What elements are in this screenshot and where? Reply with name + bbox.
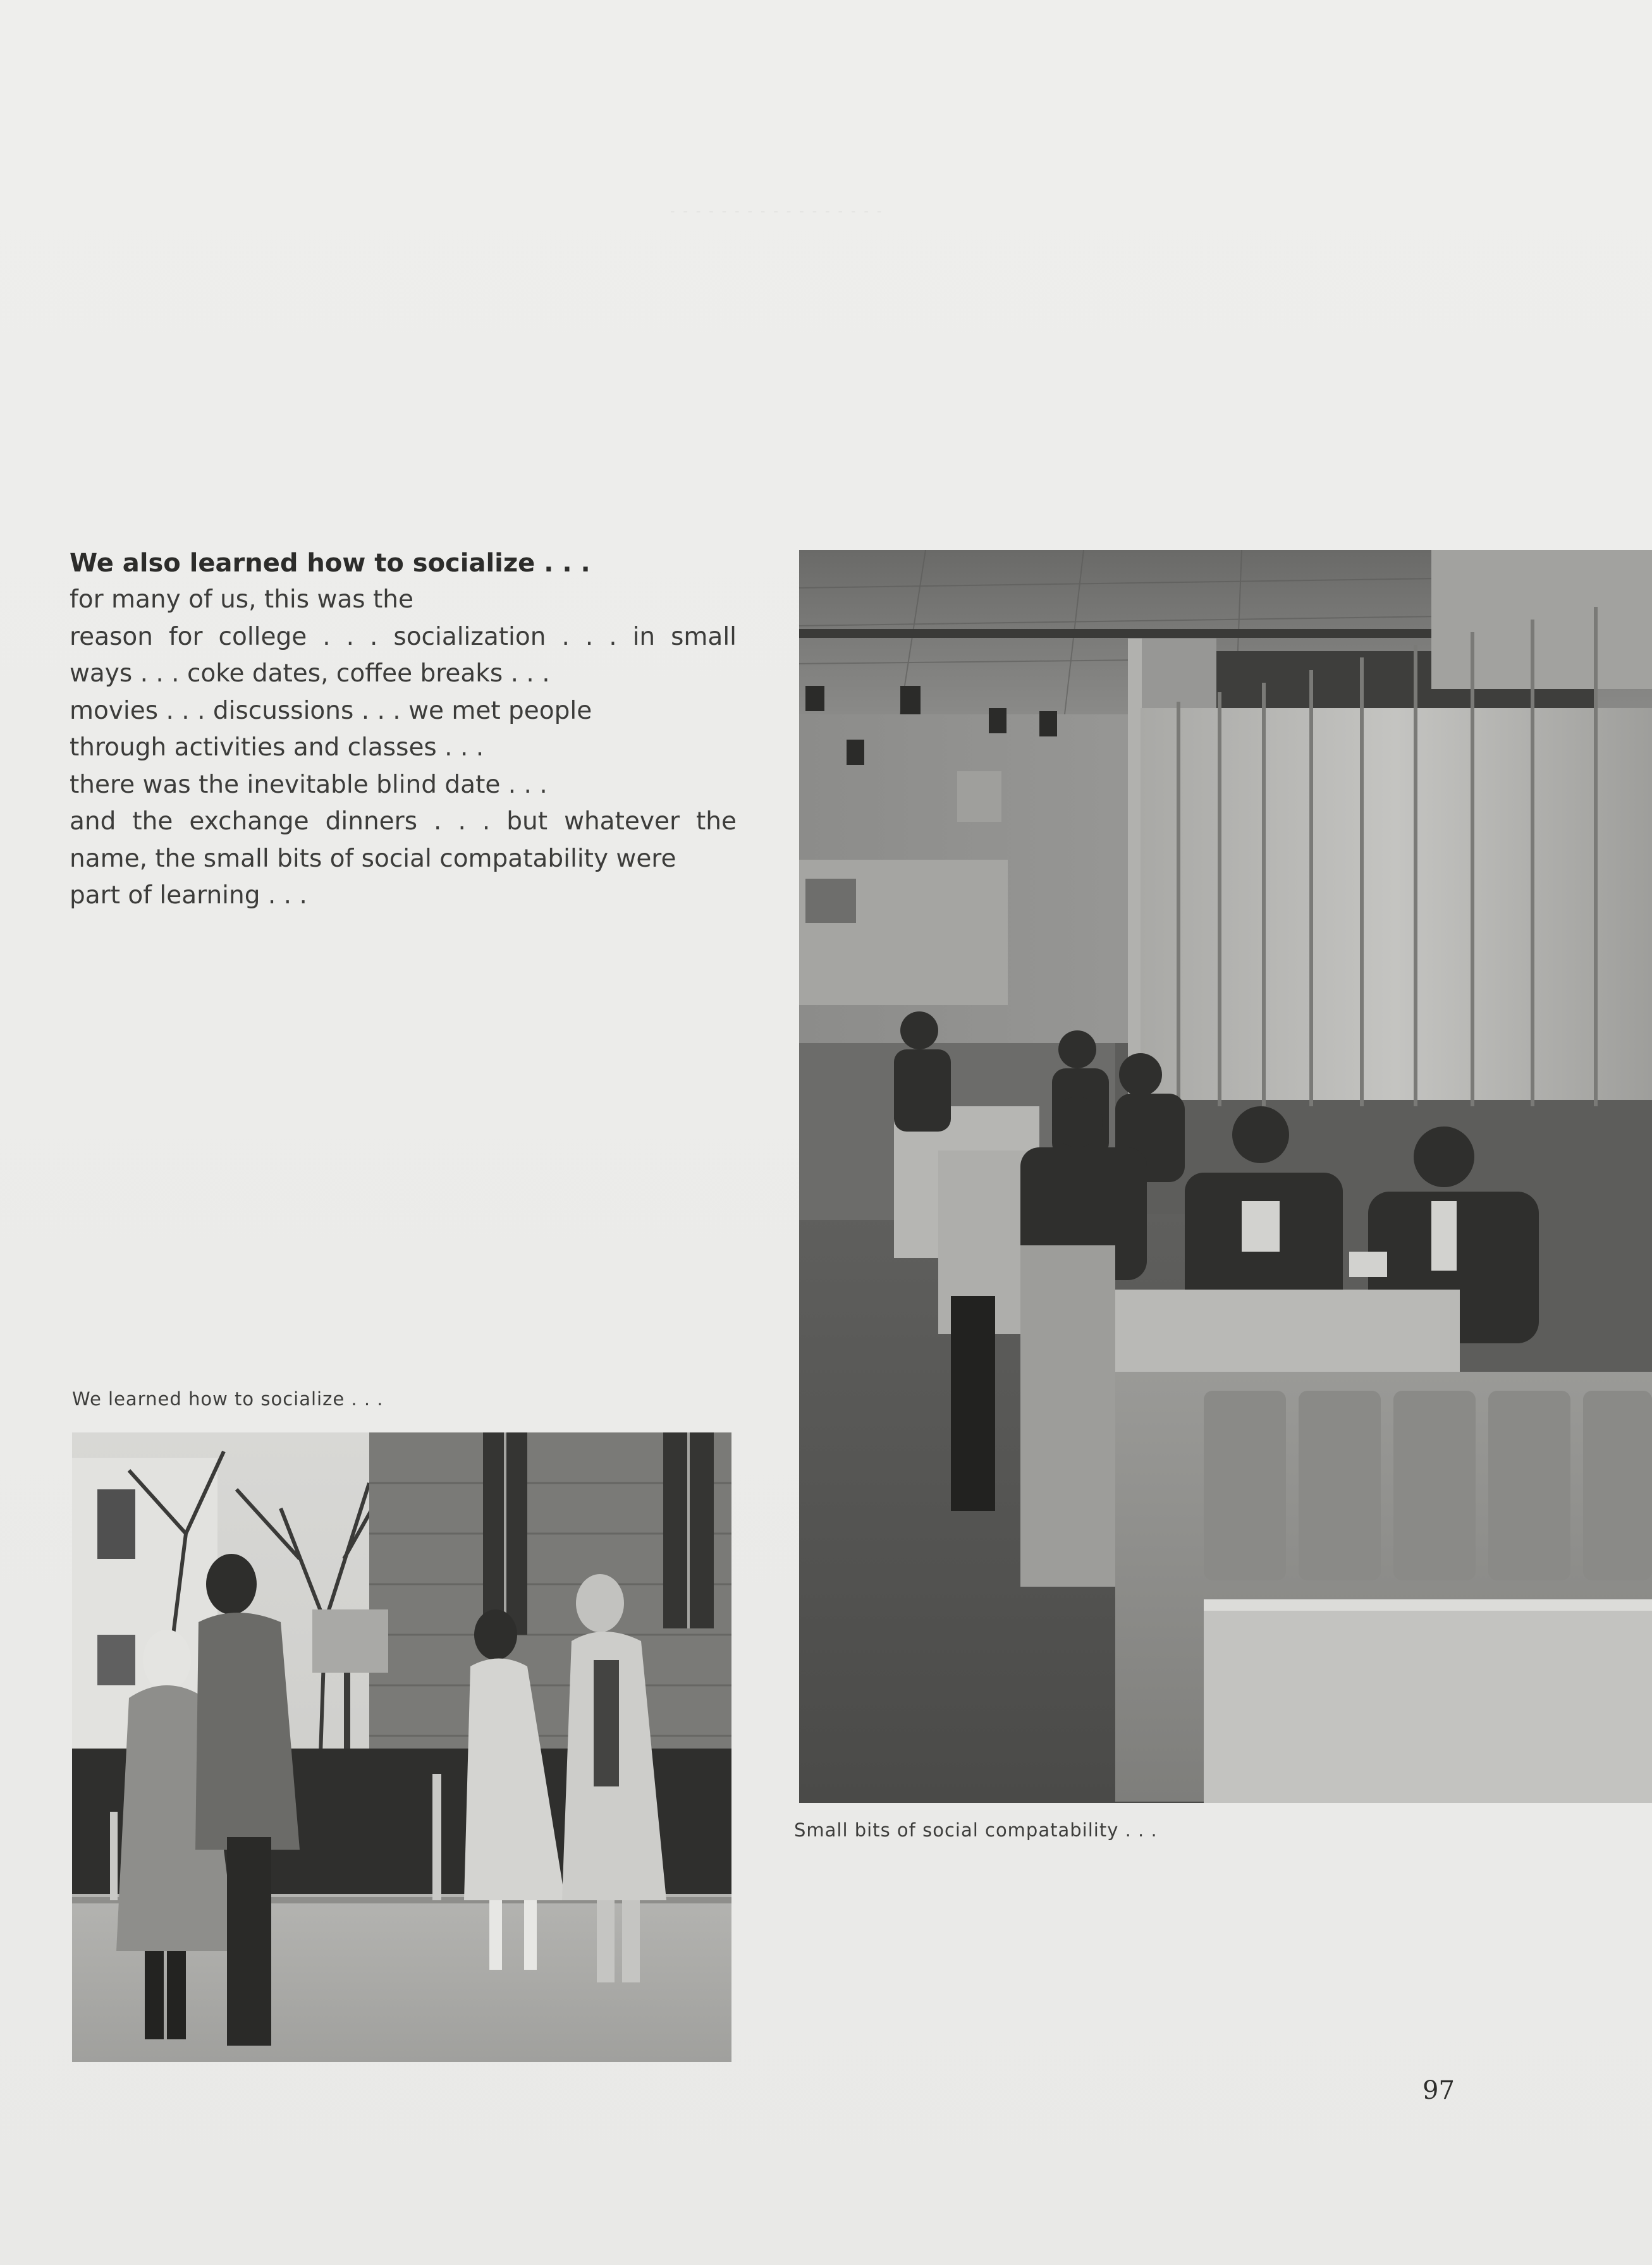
intro-line: name, the small bits of social compatability were [70,844,676,873]
campus-photo-caption: We learned how to socialize . . . [72,1388,384,1410]
cafeteria-photo-caption: Small bits of social compatability . . . [794,1819,1158,1841]
intro-lead: We also learned how to socialize . . . [70,549,590,578]
page-number: 97 [1423,2076,1455,2105]
intro-line: ways . . . coke dates, coffee breaks . . . [70,659,550,688]
intro-line: part of learning . . . [70,881,307,910]
intro-line: and the exchange dinners . . . but whatever the [70,807,737,836]
intro-line: there was the inevitable blind date . . . [70,770,548,799]
intro-line: reason for college . . . socialization . . . in small [70,622,737,651]
intro-line: through activities and classes . . . [70,733,484,762]
cafeteria-booths-photo [799,550,1652,1803]
campus-conversation-photo [72,1432,731,2062]
intro-line: for many of us, this was the [70,585,414,614]
faint-show-through-text: - - - - - - - - - - - - - - - - - [670,204,884,219]
intro-line: movies . . . discussions . . . we met people [70,696,592,725]
intro-paragraph [70,545,740,915]
